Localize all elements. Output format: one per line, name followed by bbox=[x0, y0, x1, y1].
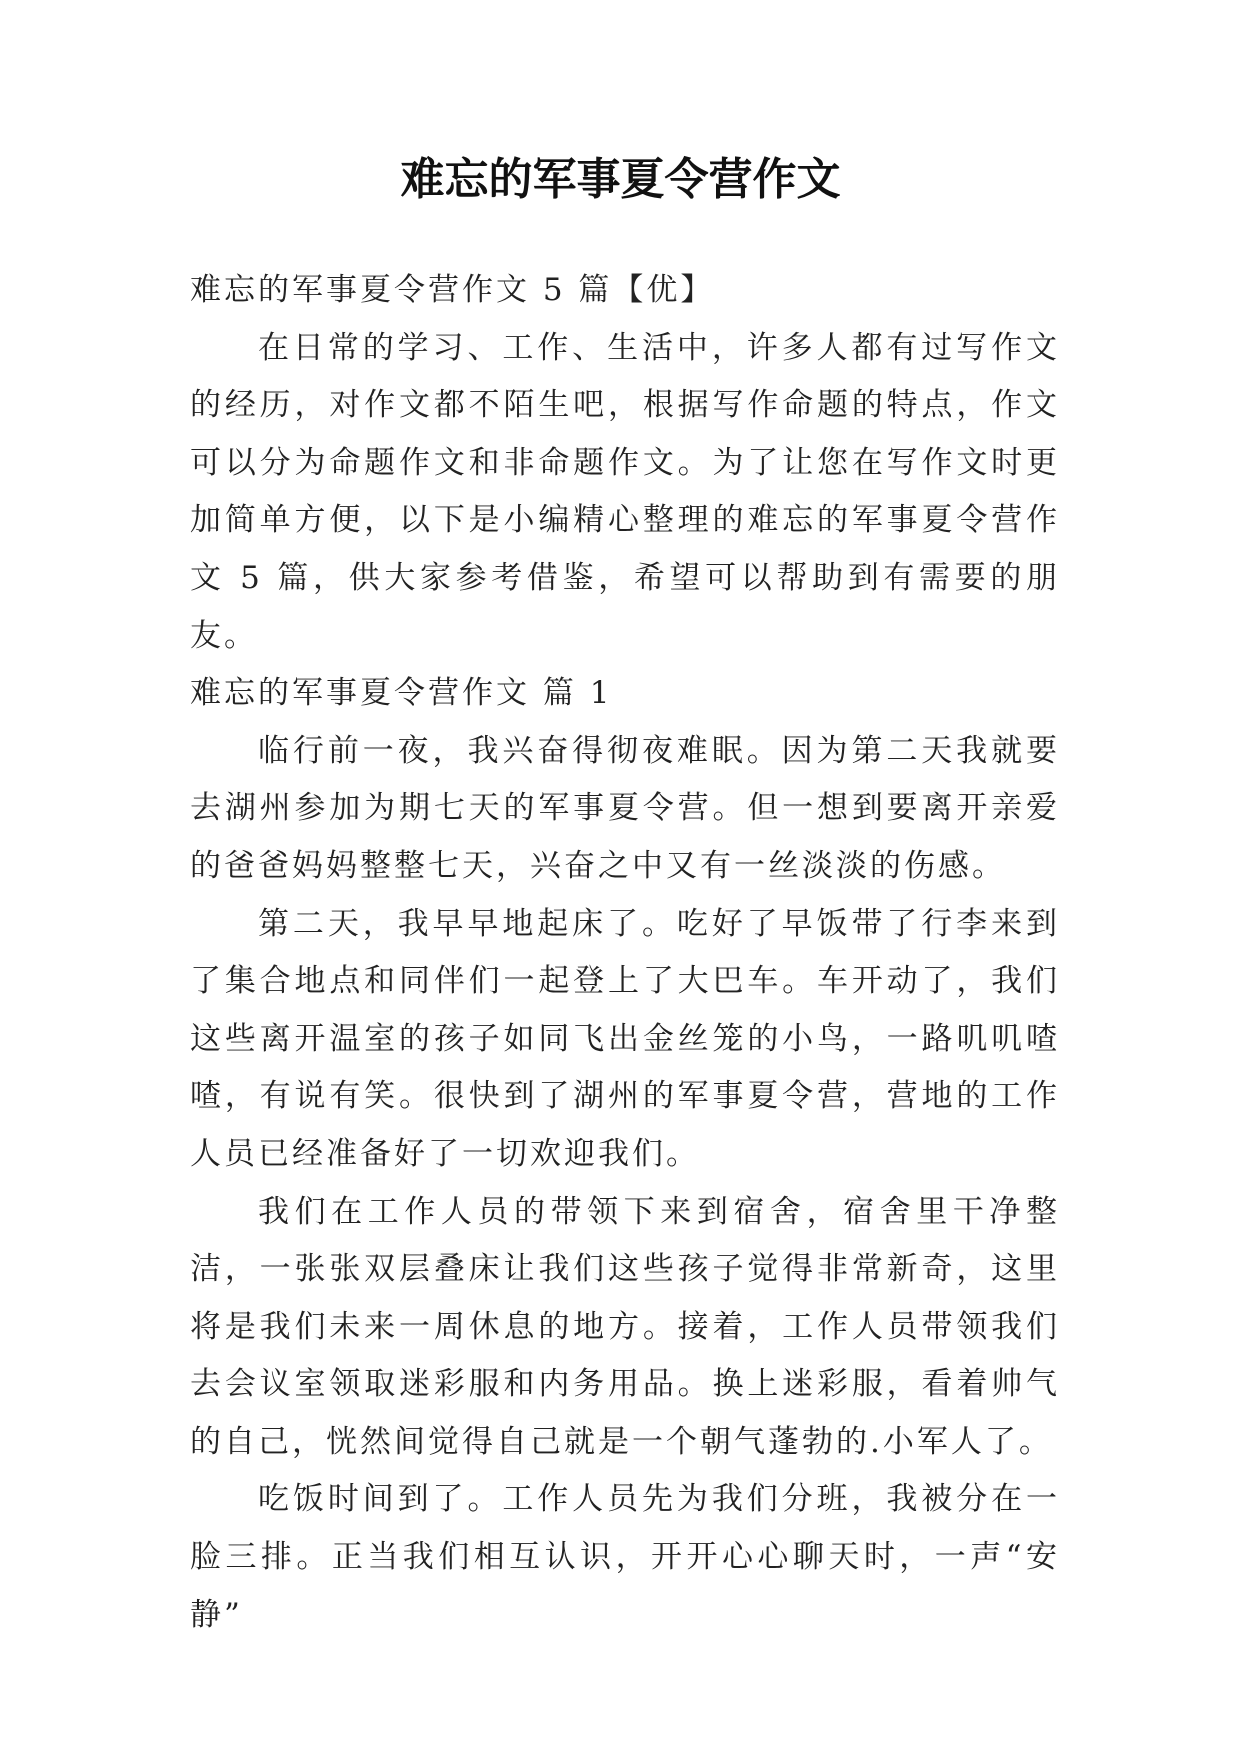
document-subtitle: 难忘的军事夏令营作文 5 篇【优】 bbox=[190, 272, 715, 308]
body-paragraph: 临行前一夜，我兴奋得彻夜难眠。因为第二天我就要去湖州参加为期七天的军事夏令营。但一想到要离开亲爱的爸爸妈妈整整七天，兴奋之中又有一丝淡淡的伤感。 bbox=[190, 732, 1060, 884]
section-heading-1: 难忘的军事夏令营作文 篇 1 bbox=[190, 675, 613, 712]
intro-paragraph: 在日常的学习、工作、生活中，许多人都有过写作文的经历，对作文都不陌生吧，根据写作命题的特点，作文可以分为命题作文和非命题作文。为了让您在写作文时更加简单方便，以下是小编精心整理的难忘的军事夏令营作文 5 篇，供大家参考借鉴，希望可以帮助到有需要的朋友。 bbox=[190, 329, 1060, 654]
body-paragraph: 第二天，我早早地起床了。吃好了早饭带了行李来到了集合地点和同伴们一起登上了大巴车。车开动了，我们这些离开温室的孩子如同飞出金丝笼的小鸟，一路叽叽喳喳，有说有笑。很快到了湖州的军事夏令营，营地的工作人员已经准备好了一切欢迎我们。 bbox=[190, 905, 1060, 1172]
document-title: 难忘的军事夏令营作文 bbox=[400, 154, 841, 205]
body-paragraph: 我们在工作人员的带领下来到宿舍，宿舍里干净整洁，一张张双层叠床让我们这些孩子觉得非常新奇，这里将是我们未来一周休息的地方。接着，工作人员带领我们去会议室领取迷彩服和内务用品。换上迷彩服，看着帅气的自己，恍然间觉得自己就是一个朝气蓬勃的.小军人了。 bbox=[190, 1193, 1060, 1460]
document-body bbox=[190, 262, 1060, 1644]
body-paragraph: 吃饭时间到了。工作人员先为我们分班，我被分在一脸三排。正当我们相互认识，开开心心聊天时，一声“安静” bbox=[190, 1481, 1060, 1633]
